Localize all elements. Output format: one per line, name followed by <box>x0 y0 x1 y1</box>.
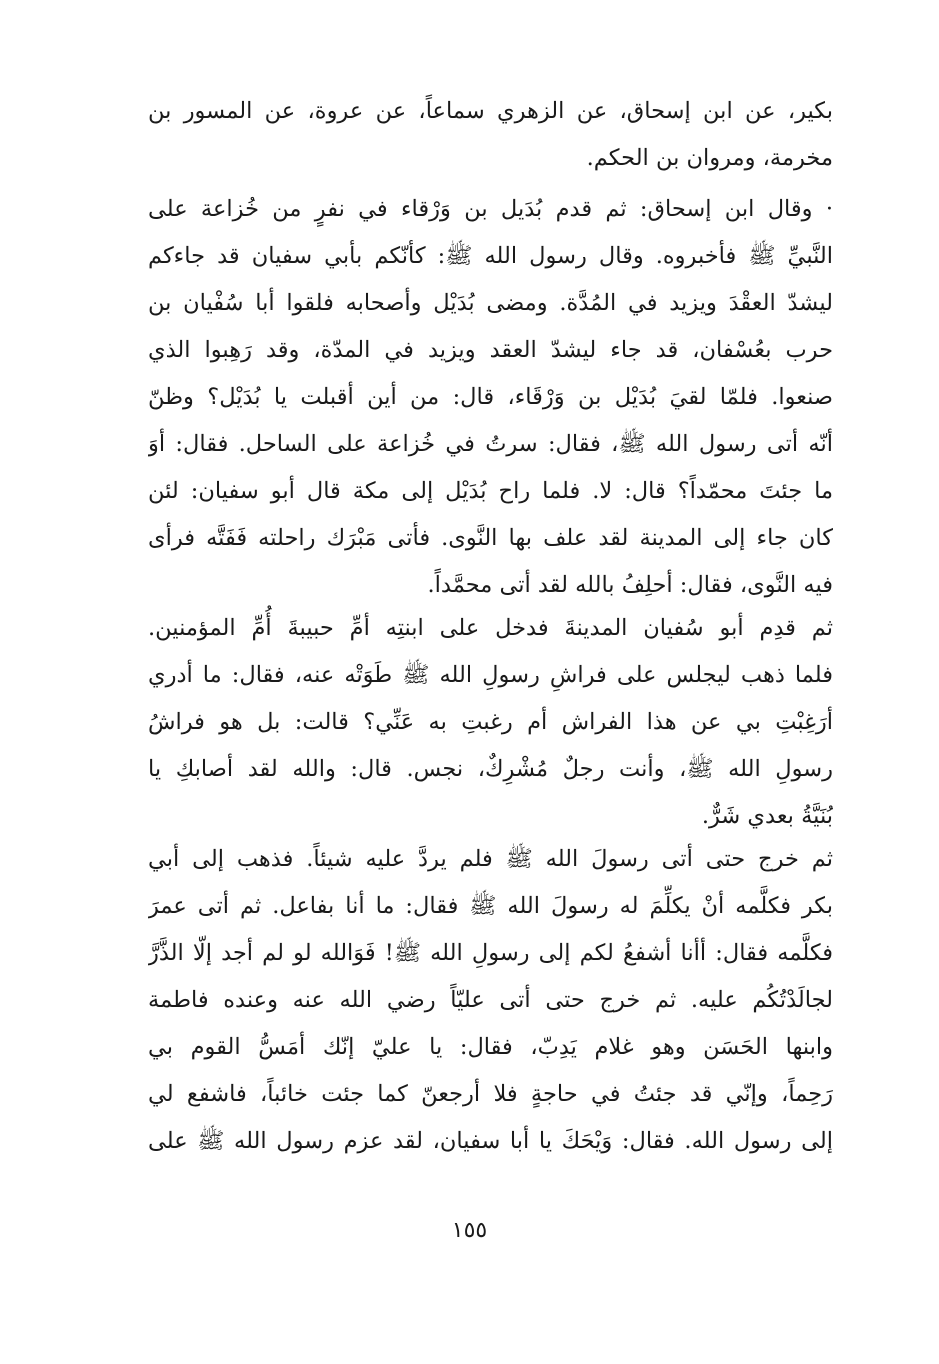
text-line: ثم خرج حتى أتى رسولَ الله ﷺ فلم يردَّ عليه شيئاً. فذهب إلى أبي <box>148 846 833 872</box>
text-line: كان جاء إلى المدينة لقد علف بها النَّوى. فأتى مَبْرَك راحلته فَفَتَّه فرأى <box>148 525 833 551</box>
text-line: وابنها الحَسَن وهو غلام يَدِبّ، فقال: يا عليّ إنّك أمَسُّ القوم بي <box>148 1034 833 1060</box>
paragraph-2 <box>148 186 833 609</box>
text-line: رَحِماً، وإنّي قد جئتُ في حاجةٍ فلا أرجعنّ كما جئت خائباً، فاشفع لي <box>148 1081 833 1107</box>
text-line: ليشدّ العقْدَ ويزيد في المُدَّة. ومضى بُدَيْل وأصحابه فلقوا أبا سُفْيان بن <box>148 290 833 316</box>
text-line: النَّبيِّ ﷺ فأخبروه. وقال رسول الله ﷺ: كأنّكم بأبي سفيان قد جاءكم <box>148 243 833 269</box>
text-line: · وقال ابن إسحاق: ثم قدم بُدَيل بن وَرْقاء في نفرٍ من خُزاعة على <box>148 196 833 222</box>
paragraph-4 <box>148 836 833 1165</box>
text-line: إلى رسول الله. فقال: وَيْحَكَ يا أبا سفيان، لقد عزم رسول الله ﷺ على <box>148 1128 833 1154</box>
text-line: أرَغِبْتِ بي عن هذا الفراش أم رغبتِ به عَنِّي؟ قالت: بل هو فراشُ <box>148 709 833 735</box>
paragraph-3 <box>148 605 833 840</box>
text-line: ثم قدِم أبو سُفيان المدينةَ فدخل على ابنتِه أمِّ حبيبةَ أُمِّ المؤمنين. <box>148 615 833 641</box>
text-line: بكير، عن ابن إسحاق، عن الزهري سماعاً، عن عروة، عن المسور بن <box>148 98 833 124</box>
text-line: فكلَّمه فقال: أأنا أشفعُ لكم إلى رسولِ الله ﷺ! فَوَالله لو لم أجد إلّا الذَّرَّ <box>148 940 833 966</box>
text-line: لجالَدْتُكُم عليه. ثم خرج حتى أتى عليّاً رضي الله عنه وعنده فاطمة <box>148 987 833 1013</box>
paragraph-1 <box>148 88 833 182</box>
text-line: رسولِ الله ﷺ، وأنت رجلٌ مُشْرِكٌ، نجس. قال: والله لقد أصابكِ يا <box>148 756 833 782</box>
text-line: ما جئتَ محمّداً؟ قال: لا. فلما راح بُدَيْل إلى مكة قال أبو سفيان: لئن <box>148 478 833 504</box>
text-line: فيه النَّوى، فقال: أحلِفُ بالله لقد أتى محمَّداً. <box>427 572 833 598</box>
page-number: ١٥٥ <box>451 1218 488 1243</box>
text-line: مخرمة، ومروان بن الحكم. <box>586 145 833 171</box>
text-line: بُنَيَّةُ بعدي شَرٌّ. <box>701 803 833 829</box>
text-line: صنعوا. فلمّا لقيَ بُدَيْل بن وَرْقَاء، قال: من أين أقبلت يا بُدَيْل؟ وظنّ <box>148 384 833 410</box>
text-line: فلما ذهب ليجلس على فراشِ رسولِ الله ﷺ طَوَتْه عنه، فقال: ما أدري <box>148 662 833 688</box>
text-line: أنّه أتى رسول الله ﷺ، فقال: سرتُ في خُزاعة على الساحل. فقال: أوَ <box>148 431 833 457</box>
text-line: بكر فكلَّمه أنْ يكلِّمَ له رسولَ الله ﷺ فقال: ما أنا بفاعل. ثم أتى عمرَ <box>148 893 833 919</box>
text-line: حرب بعُسْفان، قد جاء ليشدّ العقد ويزيد في المدّة، وقد رَهِبوا الذي <box>148 337 833 363</box>
